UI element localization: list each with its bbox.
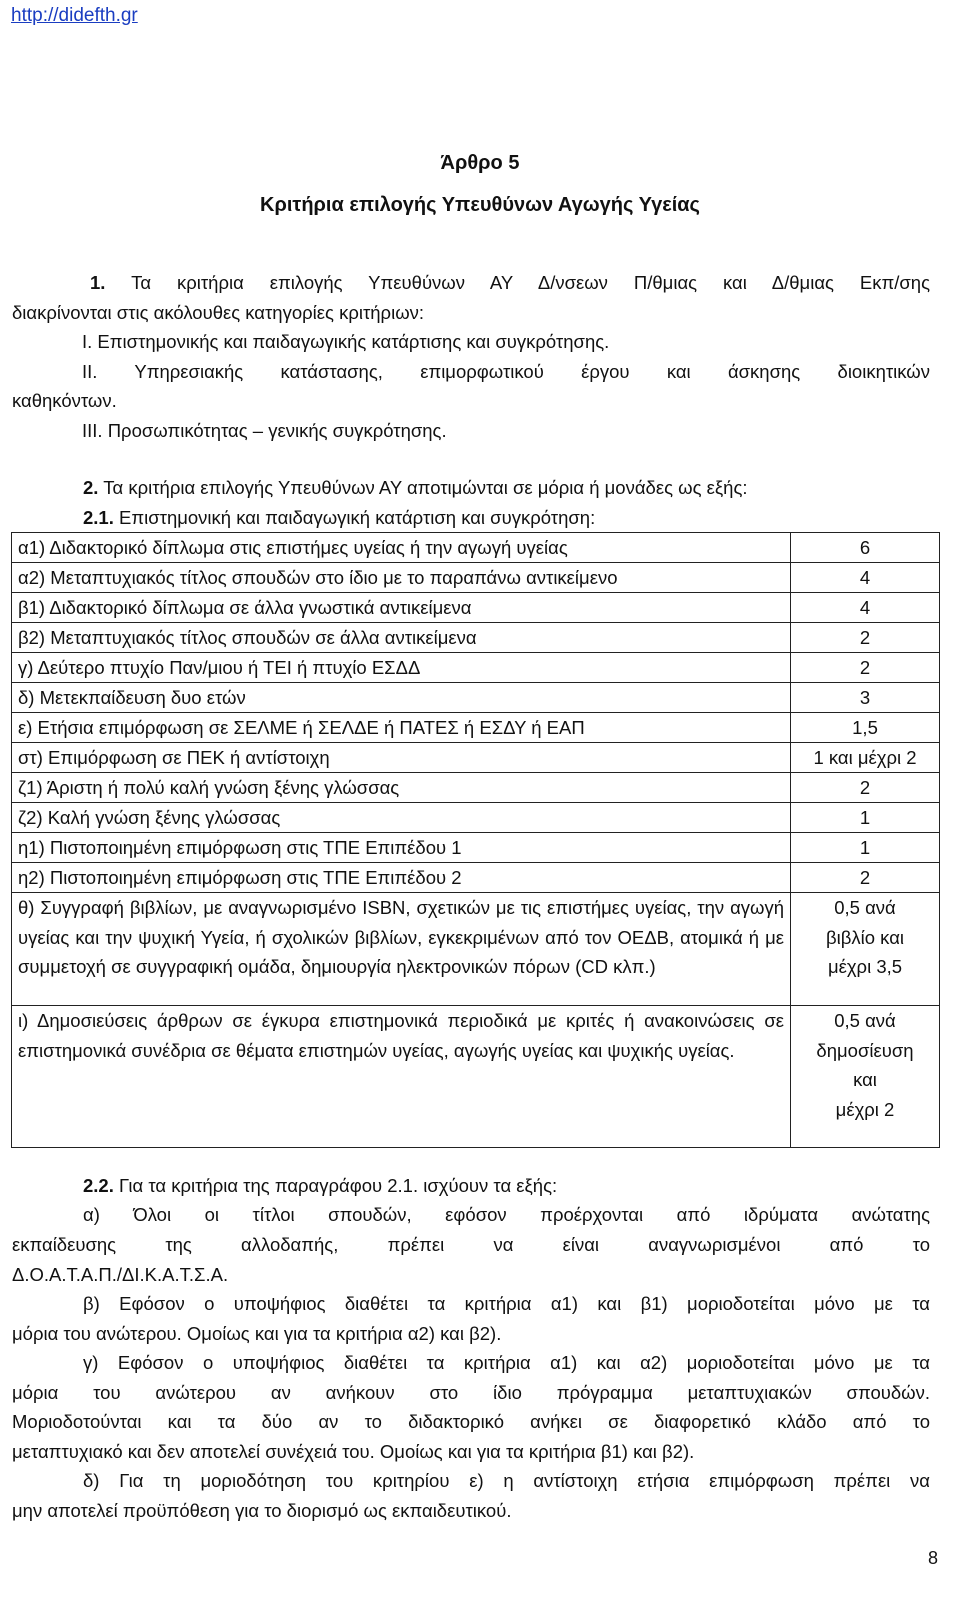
section2-2-heading: 2.2. Για τα κριτήρια της παραγράφου 2.1. ισχύουν τα εξής: (83, 1175, 558, 1196)
section1-line1: 1. Τα κριτήρια επιλογής Υπευθύνων ΑΥ Δ/νσεων Π/θμιας και Δ/θμιας Εκπ/σης (90, 272, 930, 293)
table-row (12, 773, 940, 803)
table-row (12, 563, 940, 593)
criterion-points: 1 (791, 833, 940, 863)
table-row (12, 713, 940, 743)
criterion-points: 0,5 ανά δημοσίευση και μέχρι 2 (791, 1006, 940, 1148)
table-row (12, 1006, 940, 1148)
criterion-points: 2 (791, 623, 940, 653)
criterion-label: η2) Πιστοποιημένη επιμόρφωση στις ΤΠΕ Επιπέδου 2 (12, 863, 791, 893)
table-row (12, 743, 940, 773)
criterion-label: ζ1) Άριστη ή πολύ καλή γνώση ξένης γλώσσας (12, 773, 791, 803)
source-link[interactable]: http://didefth.gr (11, 5, 138, 26)
criterion-label: θ) Συγγραφή βιβλίων, με αναγνωρισμένο ISBN, σχετικών με τις επιστήμες υγείας, την αγωγή υγείας και την ψυχική Υγεία, ή σχολικών βιβλίων, εγκεκριμένων από τον ΟΕΔΒ, ατομικά ή με συμμετοχή σε συγγραφική ομάδα, δημιουργία ηλεκτρονικών πόρων (CD κλπ.) (12, 893, 791, 1006)
criterion-points: 1,5 (791, 713, 940, 743)
criterion-points: 6 (791, 533, 940, 563)
section2-heading: 2. Τα κριτήρια επιλογής Υπευθύνων ΑΥ αποτιμώνται σε μόρια ή μονάδες ως εξής: (83, 477, 748, 498)
criteria-category-3: ΙΙΙ. Προσωπικότητας – γενικής συγκρότησης. (82, 420, 447, 441)
criterion-label: α2) Μεταπτυχιακός τίτλος σπουδών στο ίδιο με το παραπάνω αντικείμενο (12, 563, 791, 593)
note-c-line1: γ) Εφόσον ο υποψήφιος διαθέτει τα κριτήρια α1) και α2) μοριοδοτείται μόνο με τα (83, 1352, 930, 1373)
note-a-line3: Δ.Ο.Α.Τ.Α.Π./ΔΙ.Κ.Α.Τ.Σ.Α. (12, 1264, 229, 1285)
criterion-points: 3 (791, 683, 940, 713)
table-row (12, 863, 940, 893)
section1-line2: διακρίνονται στις ακόλουθες κατηγορίες κριτήριων: (12, 302, 425, 323)
criterion-label: β1) Διδακτορικό δίπλωμα σε άλλα γνωστικά αντικείμενα (12, 593, 791, 623)
criterion-points: 1 (791, 803, 940, 833)
article-number: Άρθρο 5 (440, 152, 520, 174)
section2-1-heading: 2.1. Επιστημονική και παιδαγωγική κατάρτιση και συγκρότηση: (83, 507, 596, 528)
table-row (12, 653, 940, 683)
table-row (12, 593, 940, 623)
criterion-points: 2 (791, 653, 940, 683)
criterion-points: 4 (791, 563, 940, 593)
criterion-label: α1) Διδακτορικό δίπλωμα στις επιστήμες υγείας ή την αγωγή υγείας (12, 533, 791, 563)
criterion-points: 0,5 ανά βιβλίο και μέχρι 3,5 (791, 893, 940, 1006)
table-row (12, 893, 940, 1006)
note-c-line4: μεταπτυχιακό και δεν αποτελεί συνέχειά του. Ομοίως και για τα κριτήρια β1) και β2). (12, 1441, 695, 1462)
criterion-label: γ) Δεύτερο πτυχίο Παν/μιου ή ΤΕΙ ή πτυχίο ΕΣΔΔ (12, 653, 791, 683)
criteria-category-2: ΙΙ. Υπηρεσιακής κατάστασης, επιμορφωτικού έργου και άσκησης διοικητικών (82, 361, 930, 382)
criterion-points: 1 και μέχρι 2 (791, 743, 940, 773)
page-number: 8 (927, 1548, 938, 1568)
note-c-line3: Μοριοδοτούνται και τα δύο αν το διδακτορικό ανήκει σε διαφορετικό κλάδο από το (12, 1411, 930, 1432)
table-row (12, 803, 940, 833)
note-d-line2: μην αποτελεί προϋπόθεση για το διορισμό ως εκπαιδευτικού. (12, 1500, 512, 1521)
criterion-label: ζ2) Καλή γνώση ξένης γλώσσας (12, 803, 791, 833)
note-b-line1: β) Εφόσον ο υποψήφιος διαθέτει τα κριτήρια α1) και β1) μοριοδοτείται μόνο με τα (83, 1293, 930, 1314)
criterion-label: ι) Δημοσιεύσεις άρθρων σε έγκυρα επιστημονικά περιοδικά με κριτές ή ανακοινώσεις σε επιστημονικά συνέδρια σε θέματα επιστημών υγείας, αγωγής υγείας και ψυχικής υγείας. (12, 1006, 791, 1148)
criterion-label: η1) Πιστοποιημένη επιμόρφωση στις ΤΠΕ Επιπέδου 1 (12, 833, 791, 863)
criteria-category-2-cont: καθηκόντων. (12, 390, 117, 411)
criterion-label: δ) Μετεκπαίδευση δυο ετών (12, 683, 791, 713)
article-title: Κριτήρια επιλογής Υπευθύνων Αγωγής Υγείας (260, 194, 700, 216)
table-row (12, 833, 940, 863)
note-c-line2: μόρια του ανώτερου αν ανήκουν στο ίδιο πρόγραμμα μεταπτυχιακών σπουδών. (12, 1382, 930, 1403)
criterion-label: ε) Ετήσια επιμόρφωση σε ΣΕΛΜΕ ή ΣΕΛΔΕ ή ΠΑΤΕΣ ή ΕΣΔΥ ή ΕΑΠ (12, 713, 791, 743)
criterion-label: στ) Επιμόρφωση σε ΠΕΚ ή αντίστοιχη (12, 743, 791, 773)
criterion-points: 2 (791, 773, 940, 803)
note-b-line2: μόρια του ανώτερου. Ομοίως και για τα κριτήρια α2) και β2). (12, 1323, 502, 1344)
note-a-line2: εκπαίδευσης της αλλοδαπής, πρέπει να είναι αναγνωρισμένοι από το (12, 1234, 930, 1255)
table-row (12, 533, 940, 563)
table-row (12, 683, 940, 713)
criterion-points: 2 (791, 863, 940, 893)
criteria-category-1: Ι. Επιστημονικής και παιδαγωγικής κατάρτισης και συγκρότησης. (82, 331, 610, 352)
note-a-line1: α) Όλοι οι τίτλοι σπουδών, εφόσον προέρχονται από ιδρύματα ανώτατης (83, 1204, 930, 1225)
criterion-label: β2) Μεταπτυχιακός τίτλος σπουδών σε άλλα αντικείμενα (12, 623, 791, 653)
note-d-line1: δ) Για τη μοριοδότηση του κριτηρίου ε) η αντίστοιχη ετήσια επιμόρφωση πρέπει να (83, 1470, 930, 1491)
table-row (12, 623, 940, 653)
criterion-points: 4 (791, 593, 940, 623)
criteria-table (11, 532, 940, 1148)
